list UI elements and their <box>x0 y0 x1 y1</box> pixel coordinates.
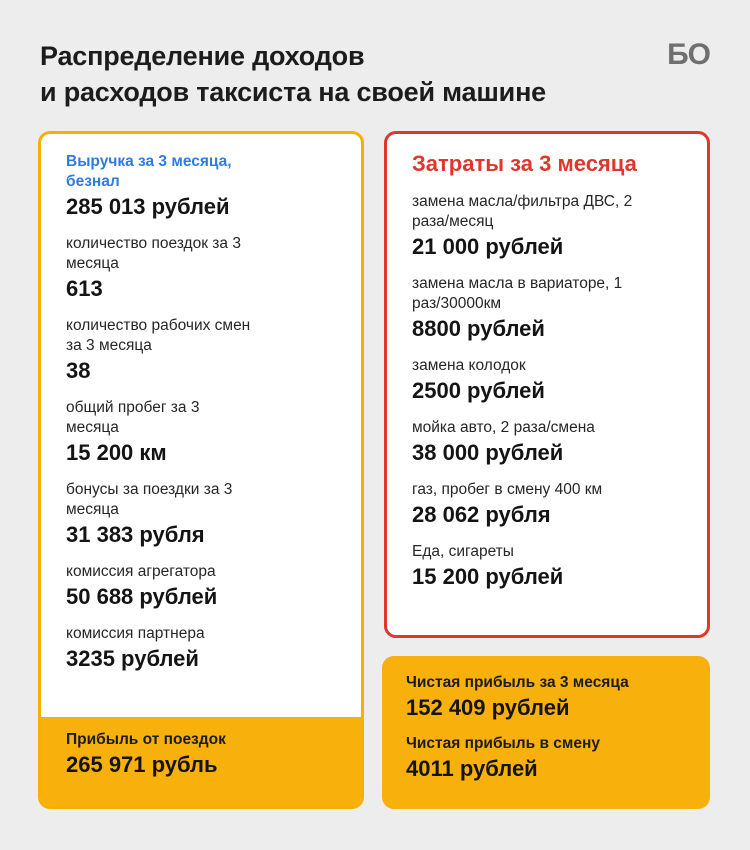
expense-label: замена масла/фильтра ДВС, 2 раза/месяц <box>412 193 633 230</box>
page-title-line-2: и расходов таксиста на своей машине <box>40 77 547 107</box>
expense-item-engine-oil <box>412 192 683 261</box>
page-title-line-1: Распределение доходов <box>40 41 365 71</box>
expenses-card <box>384 131 710 638</box>
income-value: 50 688 рублей <box>66 584 218 609</box>
income-item-aggregator-fee <box>66 562 337 611</box>
income-label: бонусы за поездки за 3 месяца <box>66 481 233 518</box>
expense-item-gas <box>412 480 683 529</box>
expense-item-car-wash <box>412 418 683 467</box>
expense-value: 38 000 рублей <box>412 440 564 465</box>
net-profit-label: Чистая прибыль за 3 месяца <box>406 674 629 691</box>
income-value: 3235 рублей <box>66 646 199 671</box>
income-label: количество рабочих смен за 3 месяца <box>66 317 251 354</box>
expenses-title: Затраты за 3 месяца <box>412 151 637 176</box>
expense-item-brake-pads <box>412 356 683 405</box>
income-label: Выручка за 3 месяца, безнал <box>66 153 232 190</box>
expense-value: 28 062 рубля <box>412 502 551 527</box>
net-profit-card <box>382 656 710 809</box>
expense-label: замена масла в вариаторе, 1 раз/30000км <box>412 275 623 312</box>
income-card <box>38 131 364 809</box>
income-item-trips <box>66 234 337 303</box>
income-value: 15 200 км <box>66 440 167 465</box>
expense-value: 21 000 рублей <box>412 234 564 259</box>
income-label: общий пробег за 3 месяца <box>66 399 200 436</box>
expense-item-cvt-oil <box>412 274 683 343</box>
expense-item-food <box>412 542 683 591</box>
income-value: 31 383 рубля <box>66 522 205 547</box>
expense-value: 2500 рублей <box>412 378 545 403</box>
expense-value: 15 200 рублей <box>412 564 564 589</box>
expense-value: 8800 рублей <box>412 316 545 341</box>
income-item-bonuses <box>66 480 337 549</box>
bo-logo: БО <box>667 38 710 71</box>
expense-label: замена колодок <box>412 357 526 374</box>
income-label: комиссия агрегатора <box>66 563 216 580</box>
page-title <box>40 38 546 110</box>
trip-profit-footer <box>41 717 361 806</box>
income-item-partner-fee <box>66 624 337 673</box>
trip-profit-label: Прибыль от поездок <box>66 731 226 748</box>
net-profit-value: 4011 рублей <box>406 756 538 781</box>
expenses-list <box>387 134 707 591</box>
income-value: 285 013 рублей <box>66 194 230 219</box>
income-label: комиссия партнера <box>66 625 205 642</box>
income-label: количество поездок за 3 месяца <box>66 235 241 272</box>
net-profit-3-months <box>406 673 686 722</box>
income-value: 38 <box>66 358 91 383</box>
trip-profit-value: 265 971 рубль <box>66 752 218 777</box>
income-item-shifts <box>66 316 337 385</box>
expense-label: Еда, сигареты <box>412 543 514 560</box>
income-item-mileage <box>66 398 337 467</box>
net-profit-per-shift <box>406 734 686 783</box>
net-profit-label: Чистая прибыль в смену <box>406 735 600 752</box>
income-value: 613 <box>66 276 103 301</box>
expense-label: газ, пробег в смену 400 км <box>412 481 603 498</box>
expense-label: мойка авто, 2 раза/смена <box>412 419 595 436</box>
net-profit-value: 152 409 рублей <box>406 695 570 720</box>
income-list <box>41 134 361 673</box>
income-item-revenue <box>66 152 337 221</box>
